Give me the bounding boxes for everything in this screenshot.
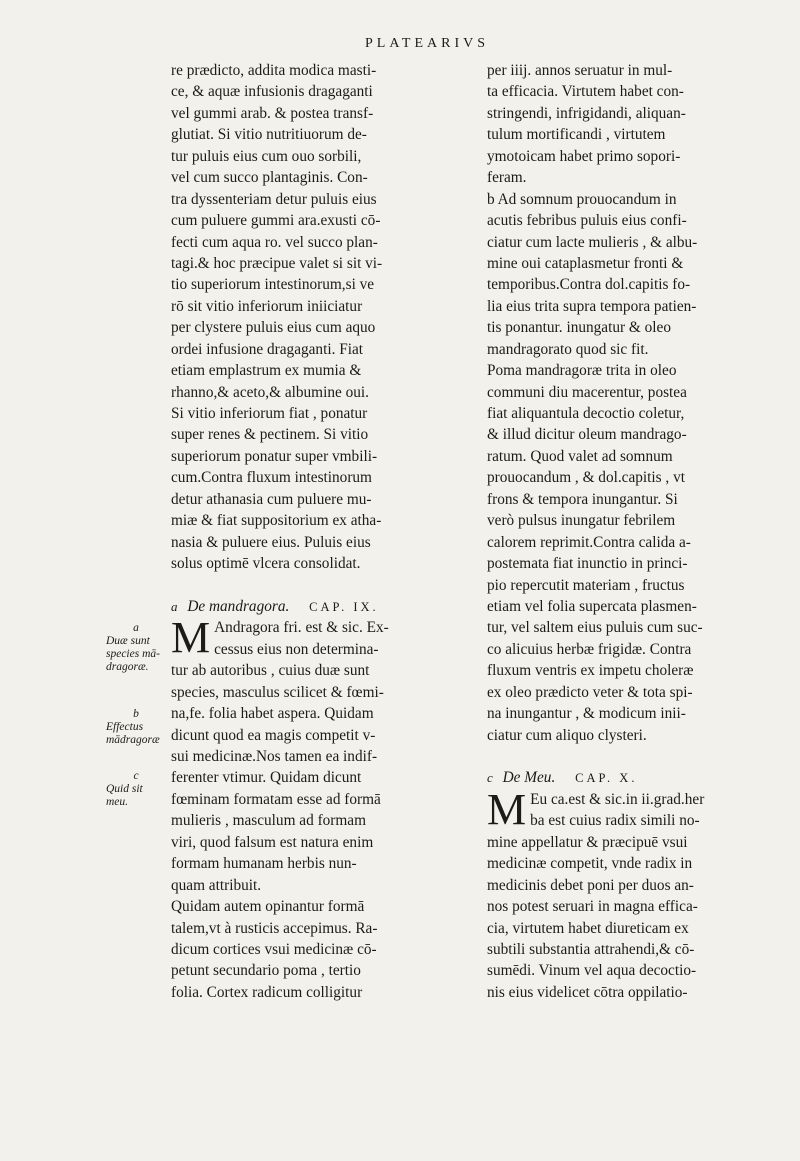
chapter-number: CAP. IX. (309, 599, 379, 614)
chapter-number: CAP. X. (575, 771, 638, 786)
text-line: tur puluis eius cum ouo sorbili, (171, 147, 362, 165)
text-line: talem,vt à rusticis accepimus. Ra- (171, 919, 378, 937)
text-line: lia eius trita supra tempora patien- (487, 297, 697, 315)
text-line: postemata fiat inunctio in princi- (487, 555, 688, 573)
text-line: tra dyssenteriam detur puluis eius (171, 190, 377, 208)
text-line: sui medicinæ.Nos tamen ea indif- (171, 748, 378, 765)
text-line: communi diu macerentur, postea (487, 383, 687, 401)
text-line: per iiij. annos seruatur in mul- (487, 62, 673, 79)
text-line: folia. Cortex radicum colligitur (171, 983, 363, 1001)
text-line: ta efficacia. Virtutem habet con- (487, 83, 684, 101)
text-line: ciatur cum lacte mulieris , & albu- (487, 233, 698, 251)
text-line: nos potest seruari in magna effica- (487, 898, 698, 916)
text-line: feram. (487, 169, 527, 187)
text-line: Si vitio inferiorum fiat , ponatur (171, 405, 368, 422)
text-line: na inungantur , & modicum inii- (487, 705, 686, 723)
text-line: solus optimē vlcera consolidat. (171, 555, 361, 573)
chapter-body-mandragora (171, 613, 463, 1003)
drop-cap-initial: M (487, 784, 527, 834)
text-line: pio repercutit materiam , fructus (487, 576, 685, 594)
margin-note-line: dragoræ. (106, 661, 149, 673)
margin-note-species (106, 622, 166, 674)
left-column (171, 60, 463, 1003)
running-head: PLATEARIVS (365, 36, 490, 51)
text-line: detur athanasia cum puluere mu- (171, 490, 372, 508)
note-marker: a (171, 598, 178, 614)
margin-note-line: mādragoræ (106, 734, 160, 746)
text-line: tulum mortificandi , virtutem (487, 126, 666, 144)
drop-cap-initial: M (171, 613, 211, 663)
text-line: viri, quod falsum est natura enim (171, 833, 374, 851)
text-line: ex oleo prædicto veter & tota spi- (487, 683, 693, 701)
right-column (487, 60, 783, 1003)
text-line: Eu ca.est & sic.in ii.grad.her (530, 790, 705, 808)
right-top-paragraph (487, 60, 783, 189)
text-line: subtili substantia attrahendi,& cō- (487, 940, 695, 958)
text-line: mulieris , masculum ad formam (171, 812, 366, 830)
text-line: per clystere puluis eius cum aquo (171, 319, 376, 337)
text-line: tio superiorum intestinorum,si ve (171, 276, 375, 294)
text-line: b Ad somnum prouocandum in (487, 190, 677, 208)
text-line: Quidam autem opinantur formā (171, 898, 365, 916)
text-line: Andragora fri. est & sic. Ex- (214, 619, 389, 637)
text-line: cum.Contra fluxum intestinorum (171, 469, 372, 487)
text-line: tur ab autoribus , cuius duæ sunt (171, 662, 370, 680)
text-line: dicum cortices vsui medicinæ cō- (171, 940, 377, 958)
text-line: miæ & fiat suppositorium ex atha- (171, 512, 382, 530)
text-line: re prædicto, addita modica masti- (171, 62, 377, 79)
spacer-line (171, 575, 463, 596)
text-line: formam humanam herbis nun- (171, 855, 357, 873)
chapter-heading-mandragora (171, 596, 463, 617)
margin-note-line: meu. (106, 796, 129, 808)
chapter-body-meu (487, 784, 783, 1003)
margin-note-effects (106, 708, 166, 747)
margin-note-line: species mā- (106, 648, 160, 660)
text-line: nis eius videlicet cōtra oppilatio- (487, 983, 688, 1001)
chapter-heading-meu (487, 767, 783, 788)
text-line: super renes & pectinem. Si vitio (171, 426, 369, 444)
text-line: medicinæ competit, vnde radix in (487, 855, 693, 873)
text-line: na,fe. folia habet aspera. Quidam (171, 705, 374, 723)
text-line: vel cum succo plantaginis. Con- (171, 169, 368, 187)
text-line: cessus eius non determina- (214, 640, 379, 658)
text-line: calorem reprimit.Contra calida a- (487, 533, 691, 551)
text-line: etiam emplastrum ex mumia & (171, 362, 362, 380)
margin-note-line: Effectus (106, 721, 144, 733)
text-line: frons & tempora inungantur. Si (487, 490, 678, 508)
margin-note-letter: a (133, 622, 139, 634)
text-line: ordei infusione dragaganti. Fiat (171, 340, 364, 358)
text-line: co alicuius herbæ frigidæ. Contra (487, 640, 692, 658)
text-line: prouocandum , & dol.capitis , vt (487, 469, 685, 487)
text-line: species, masculus scilicet & fœmi- (171, 683, 384, 701)
text-line: ce, & aquæ infusionis dragaganti (171, 83, 373, 101)
text-line: rhanno,& aceto,& albumine oui. (171, 383, 369, 401)
text-line: sumēdi. Vinum vel aqua decoctio- (487, 962, 697, 980)
text-line: medicinis debet poni per duos an- (487, 876, 694, 894)
spacer-line (487, 746, 783, 767)
text-line: fecti cum aqua ro. vel succo plan- (171, 233, 378, 251)
text-line: mandragorato quod sic fit. (487, 340, 649, 358)
text-line: dicunt quod ea magis competit v- (171, 726, 376, 744)
text-line: nasia & puluere eius. Puluis eius (171, 533, 371, 551)
text-line: vel gummi arab. & postea transf- (171, 104, 374, 122)
margin-note-line: Duæ sunt (106, 635, 150, 647)
text-line: fluxum ventris ex impetu choleræ (487, 662, 694, 680)
text-line: mine appellatur & præcipuē vsui (487, 833, 688, 851)
text-line: tis ponantur. inungatur & oleo (487, 319, 671, 337)
text-line: tur, vel saltem eius puluis cum suc- (487, 619, 703, 637)
text-line: cum puluere gummi ara.exusti cō- (171, 212, 381, 230)
text-line: petunt secundario poma , tertio (171, 962, 361, 980)
margin-note-letter: c (133, 770, 139, 782)
text-line: fiat aliquantula decoctio coletur, (487, 405, 685, 422)
text-line: & illud dicitur oleum mandrago- (487, 426, 687, 444)
text-line: quam attribuit. (171, 876, 262, 894)
chapter-title: De Meu. (502, 769, 556, 787)
text-line: temporibus.Contra dol.capitis fo- (487, 276, 691, 294)
text-line: stringendi, infrigidandi, aliquan- (487, 104, 686, 122)
margin-note-line: Quid sit (106, 783, 143, 795)
text-line: ciatur cum aliquo clysteri. (487, 726, 647, 744)
text-line: tagi.& hoc præcipue valet si sit vi- (171, 254, 383, 272)
text-line: glutiat. Si vitio nutritiuorum de- (171, 126, 367, 144)
text-line: etiam vel folia supercata plasmen- (487, 597, 697, 615)
text-line: fœminam formatam esse ad formā (171, 790, 381, 808)
right-paragraph-b (487, 189, 783, 746)
text-line: rō sit vitio inferiorum iniiciatur (171, 297, 363, 315)
text-line: Poma mandragoræ trita in oleo (487, 362, 677, 380)
text-line: mine oui cataplasmetur fronti & (487, 254, 684, 272)
margin-note-meu (106, 770, 166, 809)
text-line: acutis febribus puluis eius confi- (487, 212, 687, 230)
text-line: ferenter vtimur. Quidam dicunt (171, 769, 362, 787)
text-line: ymotoicam habet primo sopori- (487, 147, 681, 165)
chapter-title: De mandragora. (187, 597, 290, 615)
text-line: cia, virtutem habet diureticam ex (487, 919, 689, 937)
left-top-paragraph (171, 60, 463, 575)
margin-note-letter: b (133, 708, 139, 720)
note-marker: c (487, 770, 493, 786)
text-line: superiorum ponatur super vmbili- (171, 447, 378, 465)
text-line: ba est cuius radix simili no- (530, 812, 700, 830)
text-line: ratum. Quod valet ad somnum (487, 447, 673, 465)
text-line: verò pulsus inungatur febrilem (487, 512, 676, 530)
